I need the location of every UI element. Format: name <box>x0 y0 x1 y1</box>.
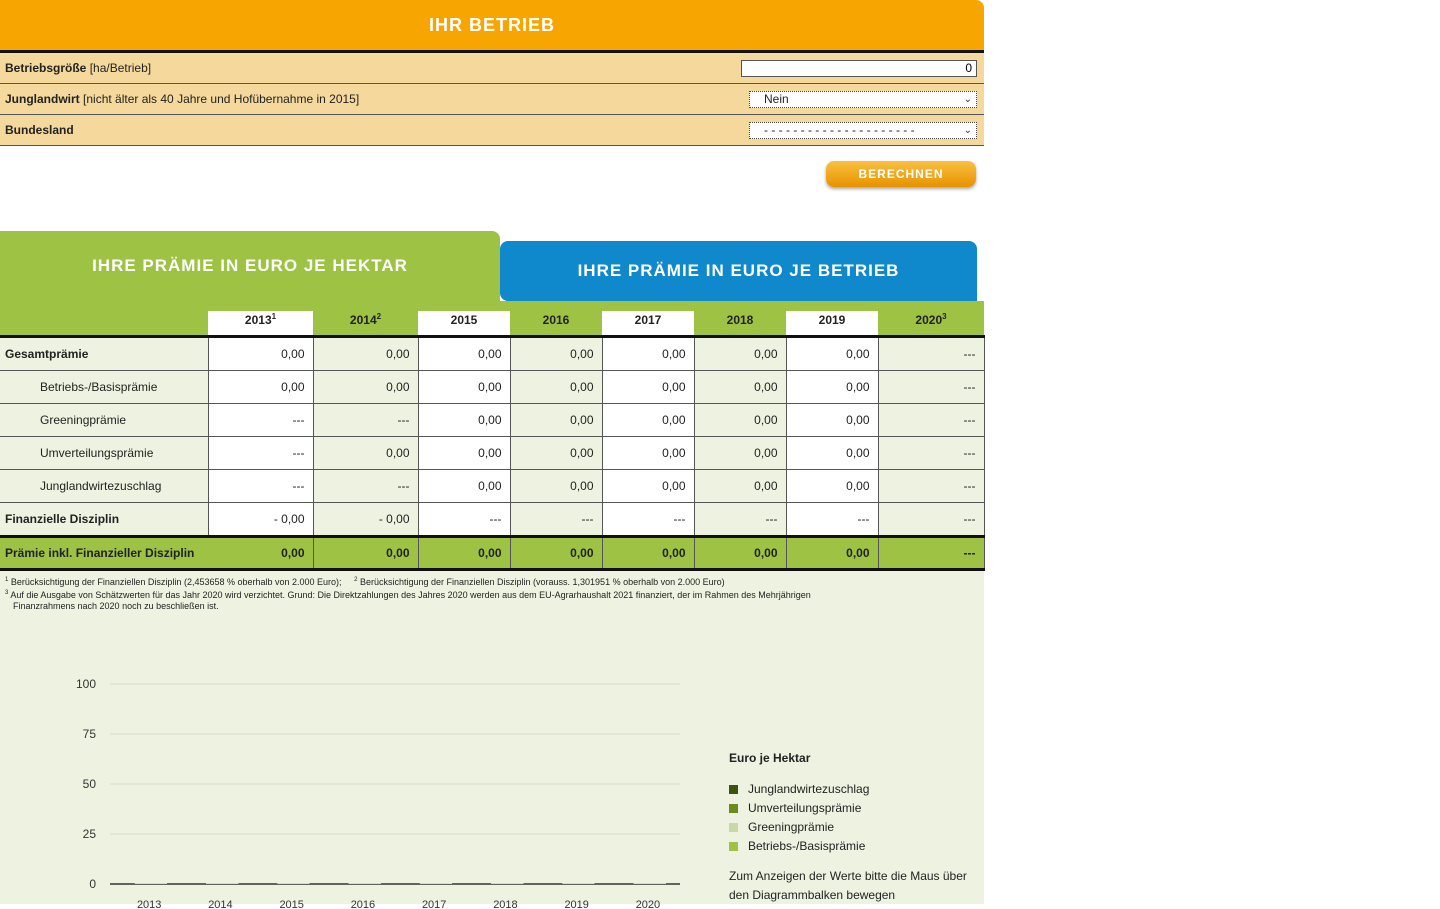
legend-label: Junglandwirtezuschlag <box>748 782 870 796</box>
table-row <box>0 404 984 437</box>
value-cell: 0,00 <box>418 404 510 437</box>
tab-per-farm[interactable]: IHRE PRÄMIE IN EURO JE BETRIEB <box>500 241 977 301</box>
bar-segment <box>491 883 523 884</box>
value-cell: 0,00 <box>313 537 418 570</box>
value-cell: --- <box>313 404 418 437</box>
footnote-1: Berücksichtigung der Finanziellen Disziplin (2,453658 % oberhalb von 2.000 Euro); <box>10 577 342 587</box>
value-cell: 0,00 <box>694 337 786 371</box>
value-cell: --- <box>208 437 313 470</box>
value-cell: - 0,00 <box>208 503 313 537</box>
year-header: 2013$^1$ <box>208 311 313 337</box>
young-farmer-value: Nein <box>764 92 789 106</box>
year-header: 2014$^2$ <box>313 311 418 337</box>
value-cell: 0,00 <box>418 337 510 371</box>
calc-area <box>0 146 984 231</box>
x-tick-label: 2017 <box>421 899 447 909</box>
legend-swatch <box>729 804 738 813</box>
x-tick-label: 2020 <box>635 899 661 909</box>
value-cell: 0,00 <box>418 371 510 404</box>
value-cell: 0,00 <box>786 371 878 404</box>
legend-swatch <box>729 785 738 794</box>
value-cell: --- <box>786 503 878 537</box>
value-cell: --- <box>878 371 984 404</box>
state-value: - - - - - - - - - - - - - - - - - - - - - <box>764 123 915 137</box>
value-cell: 0,00 <box>418 437 510 470</box>
table-row <box>0 371 984 404</box>
legend-item <box>729 820 974 834</box>
y-tick-label: 50 <box>82 777 96 791</box>
value-cell: 0,00 <box>208 537 313 570</box>
value-cell: 0,00 <box>510 337 602 371</box>
bar-segment <box>562 883 594 884</box>
table-row <box>0 503 984 537</box>
footnotes: $^1$ Berücksichtigung der Finanziellen Disziplin (2,453658 % oberhalb von 2.000 Euro); $^2$ Berücksichtigung der Finanziellen Disziplin (vorauss. 1,301951 % oberhalb von 2.000 Euro) $^3$ Auf die Ausgabe von Schätzwerten für das Jahr 2020 wird verzichtet. Grund: Die Direktzahlungen des Jahres 2020 werden aus dem EU-Agrarhaushalt 2021 finanziert, der im Rahmen des Mehrjährigen Finanzrahmens nach 2020 noch zu beschließen ist. <box>0 571 984 614</box>
tabs <box>0 231 984 301</box>
bar-segment <box>349 883 381 884</box>
value-cell: 0,00 <box>602 470 694 503</box>
value-cell: 0,00 <box>694 404 786 437</box>
row-label: Betriebs-/Basisprämie <box>0 371 208 404</box>
year-header: 2017 <box>602 311 694 337</box>
value-cell: 0,00 <box>786 470 878 503</box>
y-tick-label: 0 <box>89 877 96 891</box>
size-input[interactable] <box>741 60 977 77</box>
value-cell: --- <box>878 404 984 437</box>
chart-area <box>0 614 984 909</box>
y-tick-label: 75 <box>82 727 96 741</box>
value-cell: --- <box>313 470 418 503</box>
row-label: Junglandwirtezuschlag <box>0 470 208 503</box>
table-corner <box>0 311 208 337</box>
y-tick-label: 100 <box>75 677 96 691</box>
value-cell: --- <box>878 503 984 537</box>
header-title: IHR BETRIEB <box>428 14 555 35</box>
value-cell: --- <box>878 337 984 371</box>
legend-label: Greeningprämie <box>748 820 835 834</box>
value-cell: 0,00 <box>510 437 602 470</box>
x-tick-label: 2013 <box>136 899 162 909</box>
form-row-state <box>0 115 984 146</box>
value-cell: 0,00 <box>510 470 602 503</box>
value-cell: 0,00 <box>418 537 510 570</box>
value-cell: --- <box>878 437 984 470</box>
row-label: Gesamtprämie <box>0 337 208 371</box>
value-cell: --- <box>878 537 984 570</box>
value-cell: --- <box>510 503 602 537</box>
legend-swatch <box>729 823 738 832</box>
x-tick-label: 2019 <box>564 899 589 909</box>
x-tick-label: 2015 <box>279 899 304 909</box>
value-cell: 0,00 <box>602 437 694 470</box>
value-cell: 0,00 <box>602 371 694 404</box>
row-label: Greeningprämie <box>0 404 208 437</box>
footnote-3: Auf die Ausgabe von Schätzwerten für das Jahr 2020 wird verzichtet. Grund: Die Direktzahlungen des Jahres 2020 werden aus dem EU-Agrarhaushalt 2021 finanziert, der im Rahmen des Mehrjährigen <box>10 590 811 600</box>
bar-segment <box>135 883 167 884</box>
value-cell: --- <box>878 470 984 503</box>
chevron-down-icon: ⌄ <box>963 93 972 105</box>
value-cell: --- <box>694 503 786 537</box>
value-cell: - 0,00 <box>313 503 418 537</box>
bar-segment <box>277 883 309 884</box>
value-cell: 0,00 <box>786 437 878 470</box>
value-cell: --- <box>208 470 313 503</box>
table-row <box>0 470 984 503</box>
value-cell: 0,00 <box>694 371 786 404</box>
x-tick-label: 2018 <box>493 899 518 909</box>
table-row <box>0 437 984 470</box>
value-cell: 0,00 <box>694 537 786 570</box>
chevron-down-icon: ⌄ <box>963 124 972 136</box>
legend-item <box>729 782 974 796</box>
bar-segment <box>420 883 452 884</box>
bar-chart <box>0 614 700 909</box>
value-cell: 0,00 <box>510 537 602 570</box>
tab-per-hectare[interactable]: IHRE PRÄMIE IN EURO JE HEKTAR <box>0 231 500 301</box>
value-cell: 0,00 <box>786 404 878 437</box>
row-label: Finanzielle Disziplin <box>0 503 208 537</box>
calculate-button[interactable]: BERECHNEN <box>826 161 976 187</box>
legend-label: Betriebs-/Basisprämie <box>748 839 866 853</box>
x-tick-label: 2014 <box>208 899 233 909</box>
form-row-size <box>0 53 984 84</box>
legend-swatch <box>729 842 738 851</box>
value-cell: 0,00 <box>510 371 602 404</box>
value-cell: 0,00 <box>786 537 878 570</box>
value-cell: 0,00 <box>208 337 313 371</box>
year-header: 2018 <box>694 311 786 337</box>
young-farmer-label: Junglandwirt [nicht älter als 40 Jahre und Hofübernahme in 2015] <box>5 92 360 106</box>
bar-segment <box>634 883 666 884</box>
value-cell: --- <box>602 503 694 537</box>
legend-item <box>729 839 974 853</box>
legend-item <box>729 801 974 815</box>
premium-table <box>0 301 985 571</box>
value-cell: 0,00 <box>602 404 694 437</box>
value-cell: 0,00 <box>510 404 602 437</box>
value-cell: 0,00 <box>418 470 510 503</box>
chart-hint: Zum Anzeigen der Werte bitte die Maus über den Diagrammbalken bewegen <box>729 869 967 902</box>
y-tick-label: 25 <box>82 827 96 841</box>
size-label: Betriebsgröße [ha/Betrieb] <box>5 61 152 75</box>
row-label: Umverteilungsprämie <box>0 437 208 470</box>
value-cell: 0,00 <box>313 437 418 470</box>
year-header: 2020$^3$ <box>878 311 984 337</box>
value-cell: 0,00 <box>694 470 786 503</box>
young-farmer-select[interactable] <box>749 91 977 108</box>
total-row <box>0 537 984 570</box>
form-row-young-farmer <box>0 84 984 115</box>
legend-title: Euro je Hektar <box>729 751 811 765</box>
value-cell: 0,00 <box>786 337 878 371</box>
state-label: Bundesland <box>5 123 74 137</box>
year-header: 2019 <box>786 311 878 337</box>
section-header <box>0 0 984 53</box>
year-header: 2016 <box>510 311 602 337</box>
chart-legend <box>729 751 974 905</box>
row-label: Prämie inkl. Finanzieller Disziplin <box>0 537 208 570</box>
footnote-2: Berücksichtigung der Finanziellen Disziplin (vorauss. 1,301951 % oberhalb von 2.000 Euro) <box>359 577 725 587</box>
bar-segment <box>206 883 238 884</box>
value-cell: 0,00 <box>602 537 694 570</box>
value-cell: --- <box>418 503 510 537</box>
value-cell: 0,00 <box>313 337 418 371</box>
year-header: 2015 <box>418 311 510 337</box>
value-cell: 0,00 <box>313 371 418 404</box>
state-select[interactable] <box>749 122 977 139</box>
table-row <box>0 337 984 371</box>
value-cell: 0,00 <box>208 371 313 404</box>
footnote-3-continued: Finanzrahmens nach 2020 noch zu beschließen ist. <box>13 601 219 611</box>
x-tick-label: 2016 <box>350 899 376 909</box>
legend-label: Umverteilungsprämie <box>748 801 862 815</box>
value-cell: 0,00 <box>694 437 786 470</box>
value-cell: 0,00 <box>602 337 694 371</box>
value-cell: --- <box>208 404 313 437</box>
